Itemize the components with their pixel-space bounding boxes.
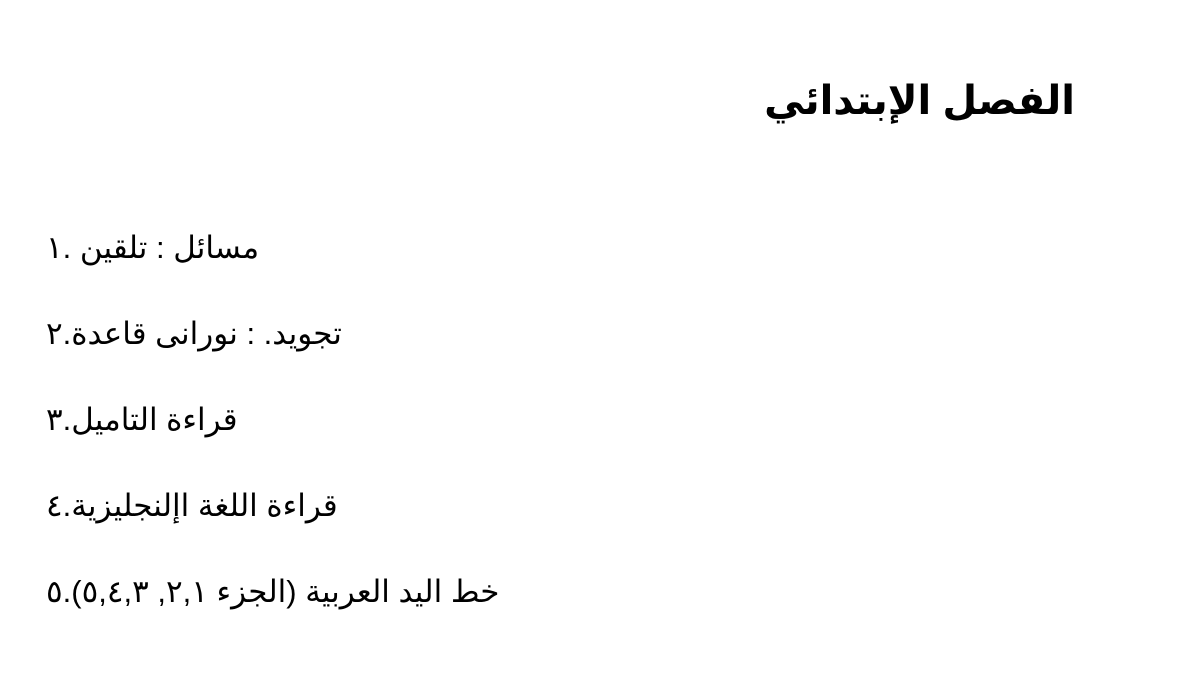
list-item: ٤.ةيزيلجنلإا ةغللا ةءارق	[46, 488, 338, 523]
list-item: ٥.(٥,٤,٣ ,٢,١ ءزجلا) ةيبرعلا ديلا طخ	[46, 574, 500, 609]
list-item: ٢.ةدعاق ىنارون : .ديوجت	[46, 316, 342, 351]
page-title: الفصل الإبتدائي	[764, 78, 1075, 123]
subject-list	[46, 226, 499, 656]
list-item: ٣.ليماتلا ةءارق	[46, 402, 238, 437]
list-item: ١. نيقلت : لئاسم	[46, 230, 260, 265]
